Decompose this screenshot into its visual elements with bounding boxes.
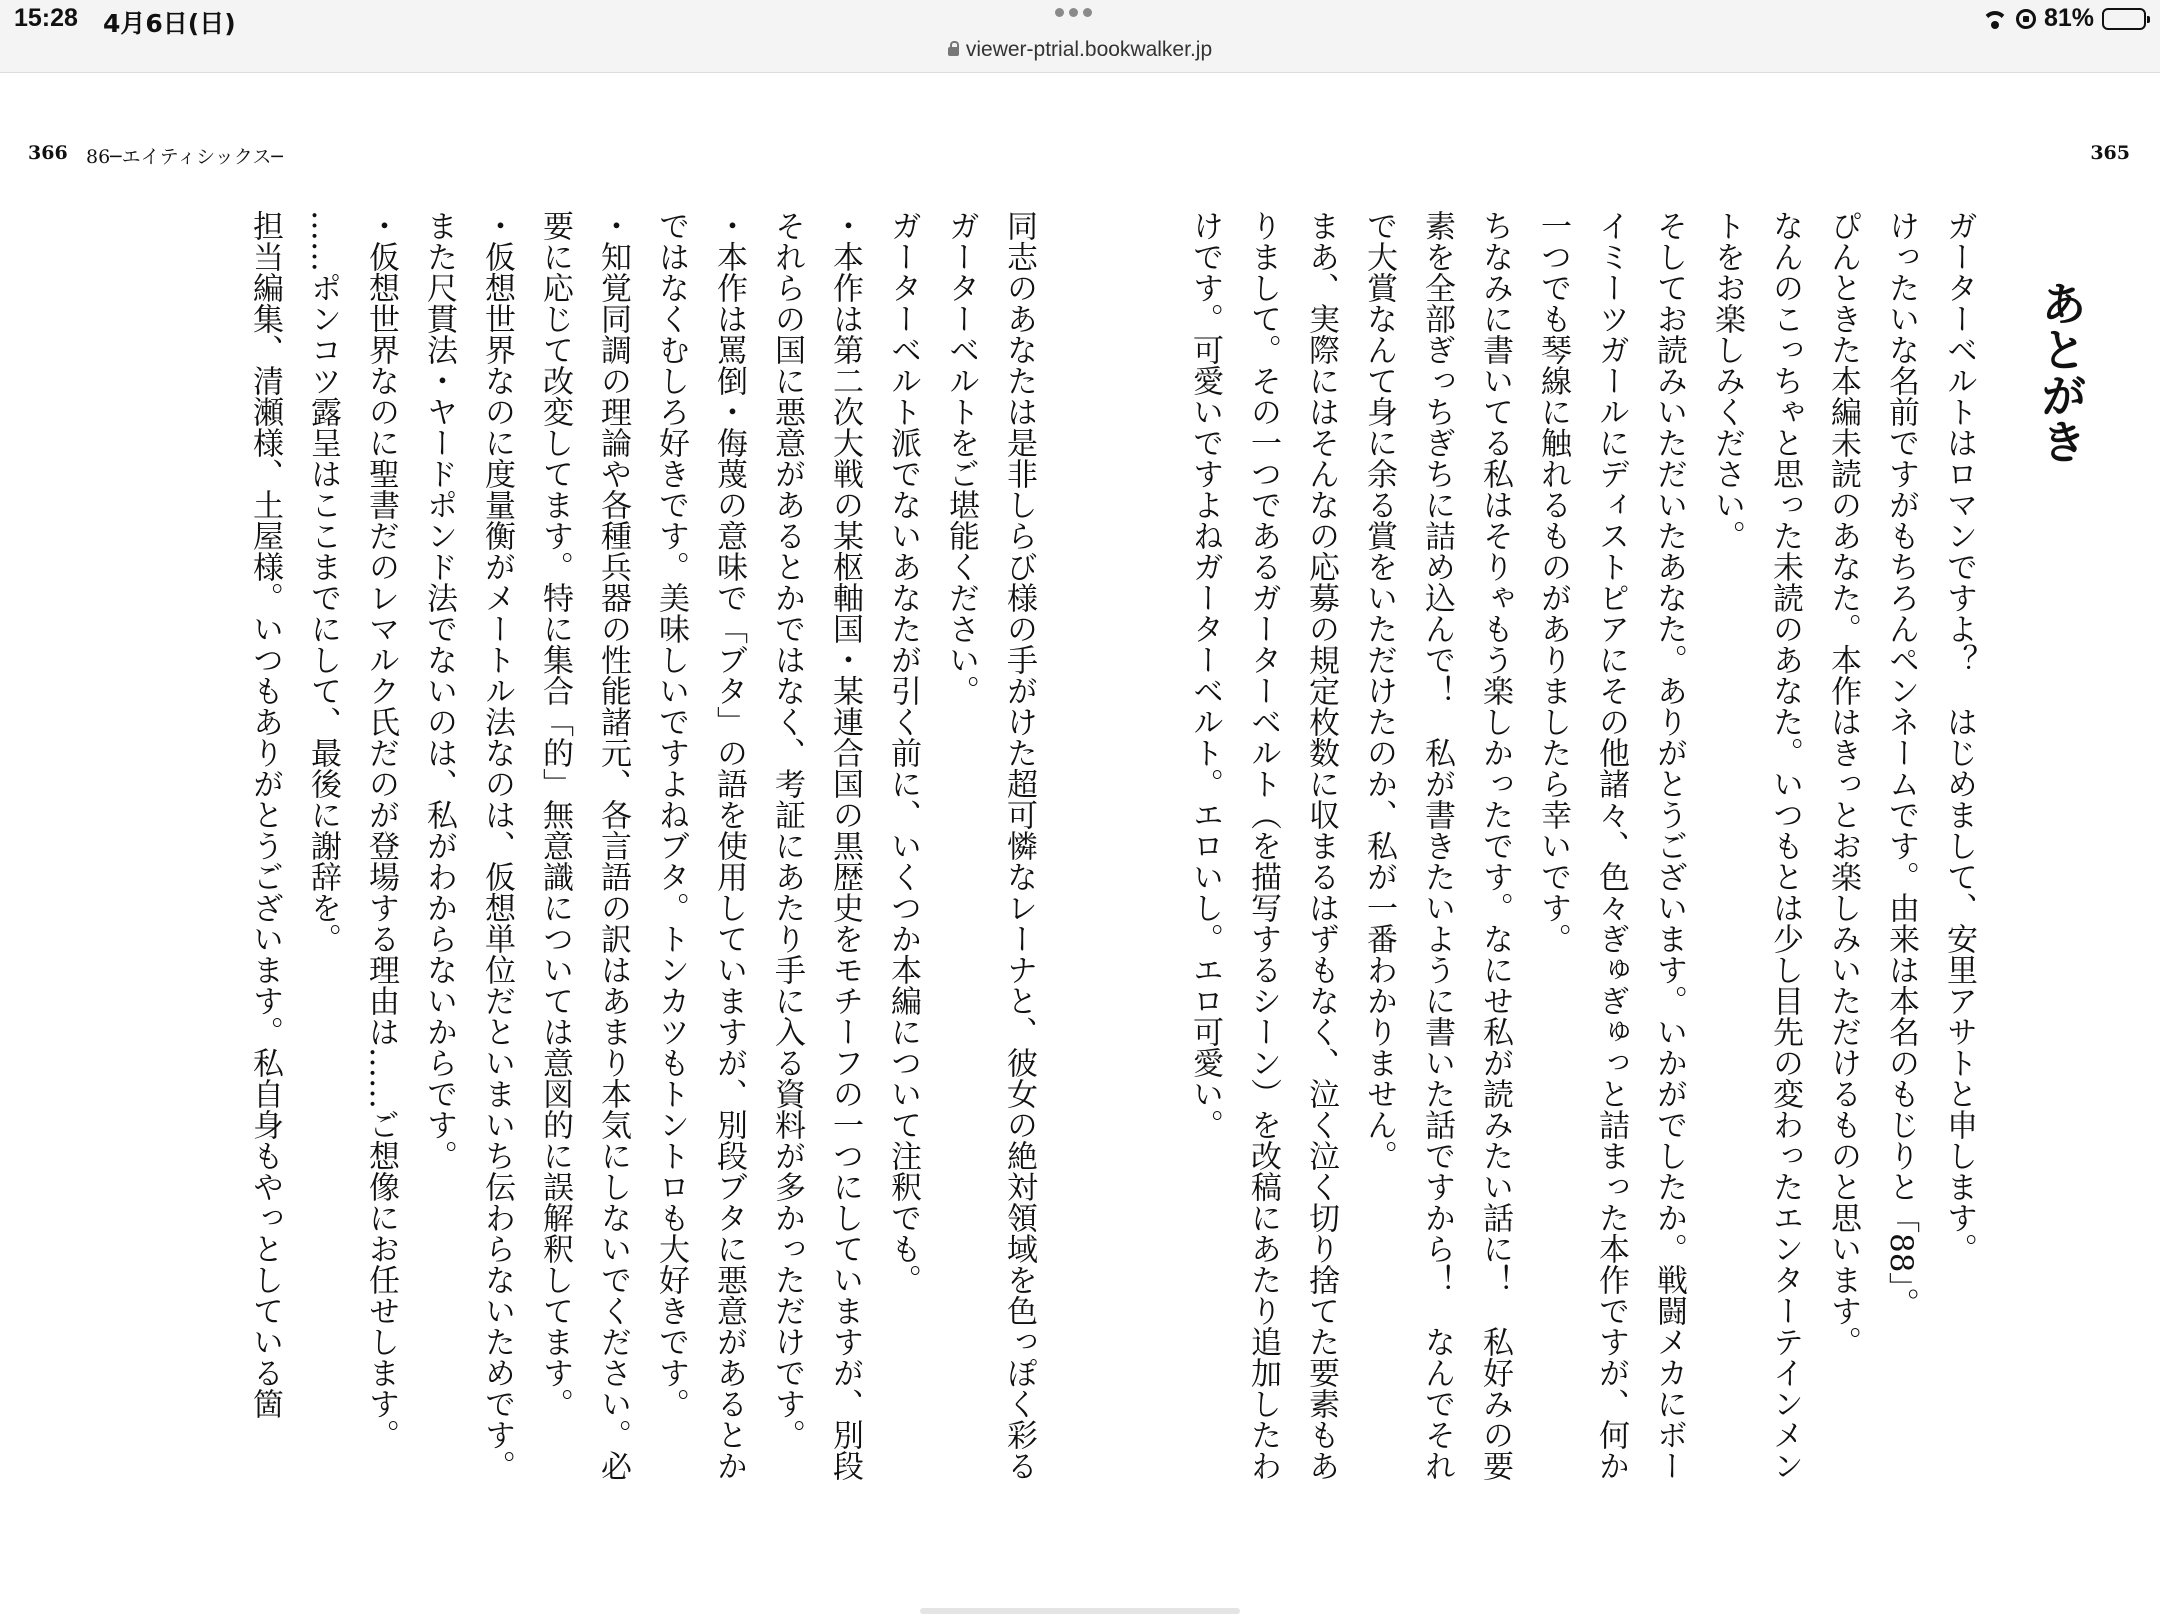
paragraph: ・仮想世界なのに度量衡がメートル法なのは、仮想単位だといまいち伝わらないためです。また尺貫法・ヤードポンド法でないのは、私がわからないからです。 (421, 210, 515, 1481)
paragraph: ガーターベルト派でないあなたが引く前に、いくつか本編について注釈でも。 (885, 210, 921, 1295)
paragraph: そしてお読みいただいたあなた。ありがとうございます。いかがでしたか。戦闘メカにボーイミーツガールにディストピアにその他諸々、色々ぎゅぎゅっと詰まった本作ですが、何か一つでも琴線に触れるものがありましたら幸いです。 (1535, 210, 1687, 1481)
url-text: viewer-ptrial.bookwalker.jp (965, 38, 1213, 61)
paragraph: 担当編集、清瀬様、土屋様。いつもありがとうございます。私自身もやっとしている箇 (247, 210, 283, 1419)
orientation-lock-icon (2016, 9, 2036, 29)
browser-top-bar (0, 0, 2160, 73)
paragraph: けったいな名前ですがもちろんペンネームです。由来は本名のもじりと「88」。 (1883, 210, 1919, 1319)
wifi-icon (1982, 9, 2008, 29)
status-time: 15:28 (14, 4, 78, 32)
left-page-text[interactable] (48, 210, 1048, 1510)
more-dots-icon[interactable] (1055, 8, 1092, 17)
address-bar[interactable] (0, 38, 2160, 62)
paragraph: ……ポンコツ露呈はここまでにして、最後に謝辞を。 (305, 210, 341, 954)
right-page-number: 365 (2090, 142, 2130, 164)
battery-percent: 81% (2043, 4, 2094, 32)
left-page-number: 366 (28, 142, 68, 164)
running-title: 86─エイティシックス─ (86, 146, 283, 168)
paragraph: ・本作は罵倒・侮蔑の意味で「ブタ」の語を使用していますが、別段ブタに悪意があるとかではなくむしろ好きです。美味しいですよねブタ。トンカツもトントロも大好きです。 (653, 210, 747, 1481)
battery-icon (2102, 8, 2146, 30)
paragraph: ちなみに書いてる私はそりゃもう楽しかったです。なにせ私が読みたい話に！ 私好みの要素を全部ぎっちぎちに詰め込んで！ 私が書きたいように書いた話ですから！ なんでそれで大賞なんて身に余る賞をいただけたのか、私が一番わかりません。 (1361, 210, 1513, 1481)
paragraph: ・仮想世界なのに聖書だのレマルク氏だのが登場する理由は……ご想像にお任せします。 (363, 210, 399, 1450)
paragraph: ガーターベルトはロマンですよ？ はじめまして、安里アサトと申します。 (1941, 210, 1977, 1264)
afterword-heading: あとがき (2034, 280, 2088, 464)
paragraph: ぴんときた本編未読のあなた。本作はきっとお楽しみいただけるものと思います。 (1825, 210, 1861, 1357)
right-page-text[interactable] (1090, 210, 2090, 1510)
paragraph: ・本作は第二次大戦の某枢軸国・某連合国の黒歴史をモチーフの一つにしていますが、別段それらの国に悪意があるとかではなく、考証にあたり手に入る資料が多かっただけです。 (769, 210, 863, 1481)
status-right-group (1982, 4, 2146, 33)
lock-icon (948, 47, 959, 56)
paragraph: 同志のあなたは是非しらび様の手がけた超可憐なレーナと、彼女の絶対領域を色っぽく彩るガーターベルトをご堪能ください。 (943, 210, 1037, 1481)
home-indicator[interactable] (920, 1608, 1240, 1614)
paragraph: なんのこっちゃと思った未読のあなた。いつもとは少し目先の変わったエンターテインメントをお楽しみください。 (1709, 210, 1803, 1481)
paragraph: ・知覚同調の理論や各種兵器の性能諸元、各言語の訳はあまり本気にしないでください。必要に応じて改変してます。特に集合「的」無意識については意図的に誤解釈してます。 (537, 210, 631, 1481)
status-date: 4月6日(日) (103, 9, 236, 38)
paragraph: まあ、実際にはそんなの応募の規定枚数に収まるはずもなく、泣く泣く切り捨てた要素もありまして。その一つであるガーターベルト（を描写するシーン）を改稿にあたり追加したわけです。可愛いですよねガーターベルト。エロいし。エロ可愛い。 (1187, 210, 1339, 1481)
